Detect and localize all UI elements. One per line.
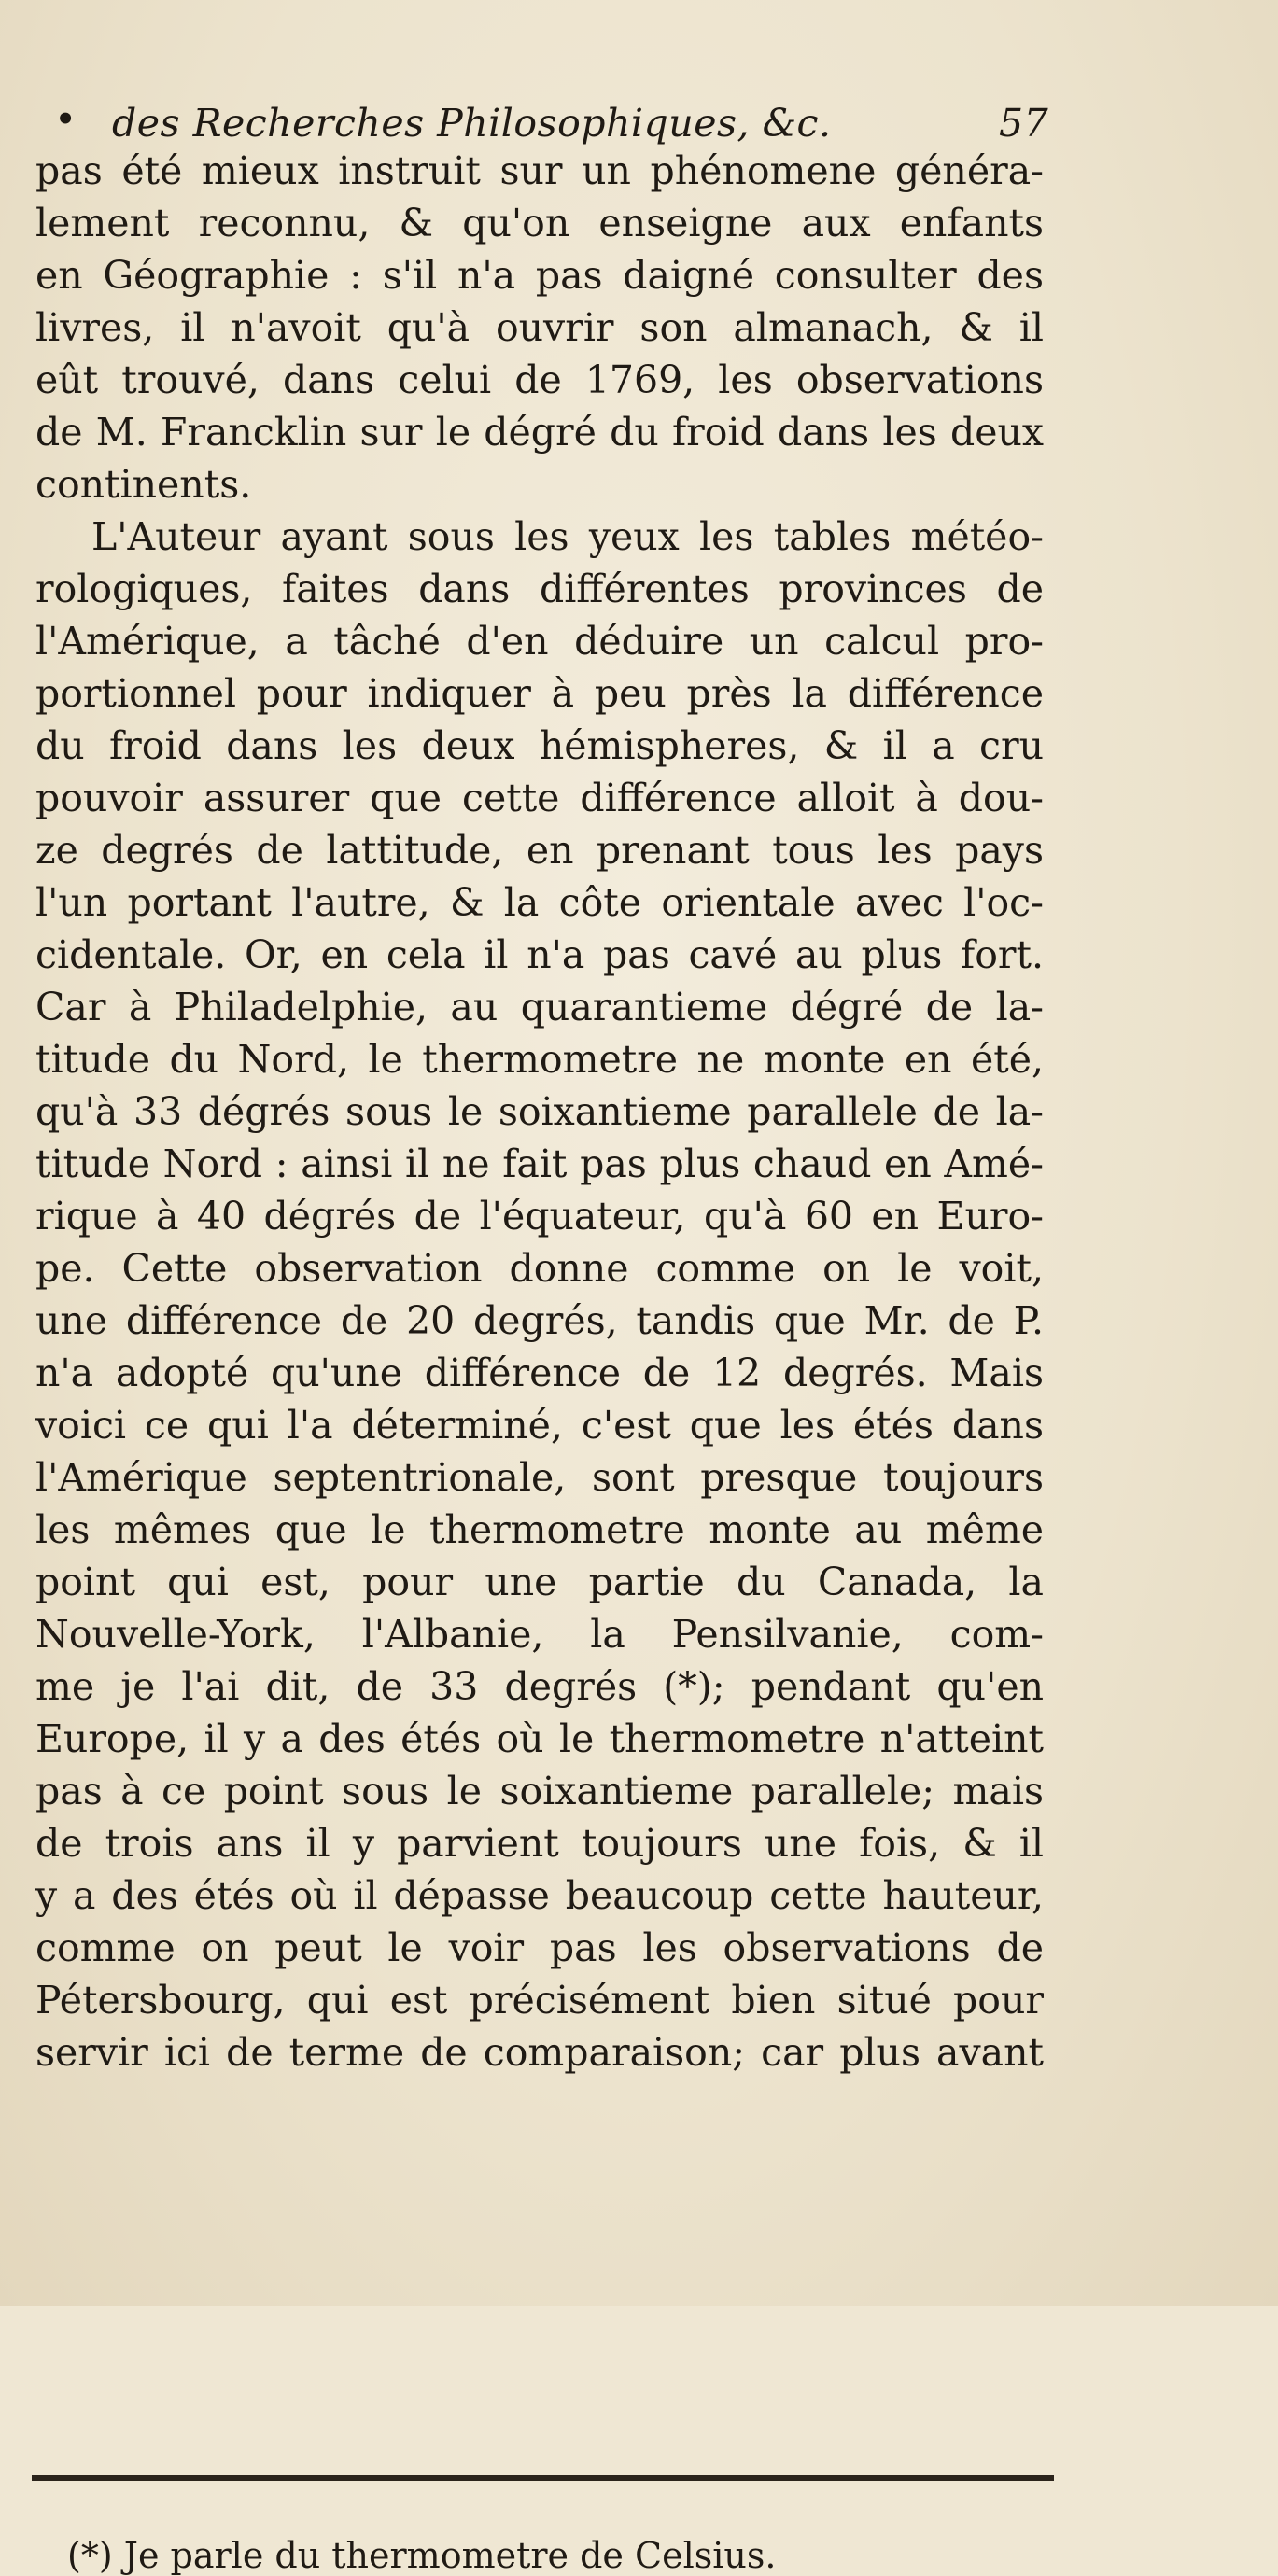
text-line: portionnel pour indiquer à peu près la différence (35, 671, 1044, 716)
text-line: y a des étés où il dépasse beaucoup cette hauteur, (35, 1873, 1044, 1918)
text-line: Nouvelle-York, l'Albanie, la Pensilvanie, com- (35, 1612, 1044, 1657)
text-line: point qui est, pour une partie du Canada, la (35, 1560, 1044, 1604)
text-line: titude Nord : ainsi il ne fait pas plus chaud en Amé- (35, 1141, 1044, 1186)
text-line: pas à ce point sous le soixantieme parallele; mais (35, 1769, 1044, 1813)
text-line: du froid dans les deux hémispheres, & il a cru (35, 723, 1044, 768)
text-line: qu'à 33 dégrés sous le soixantieme parallele de la- (35, 1089, 1044, 1134)
footnote-rule (32, 2475, 1054, 2481)
text-line: titude du Nord, le thermometre ne monte en été, (35, 1037, 1044, 1082)
text-line: servir ici de terme de comparaison; car plus avant (35, 2030, 1044, 2075)
text-line: pouvoir assurer que cette différence alloit à dou- (35, 776, 1044, 820)
text-line: de trois ans il y parvient toujours une fois, & il (35, 1821, 1044, 1866)
text-line: l'Amérique, a tâché d'en déduire un calcul pro- (35, 619, 1044, 664)
text-line: l'Amérique septentrionale, sont presque toujours (35, 1455, 1044, 1500)
page-number: 57 (999, 101, 1049, 146)
text-line: pas été mieux instruit sur un phénomene généra- (35, 148, 1044, 193)
text-line: en Géographie : s'il n'a pas daigné consulter des (35, 253, 1044, 298)
text-line: cidentale. Or, en cela il n'a pas cavé au plus fort. (35, 932, 1044, 977)
text-line: livres, il n'avoit qu'à ouvrir son almanach, & il (35, 305, 1044, 350)
text-line: comme on peut le voir pas les observations de (35, 1925, 1044, 1970)
text-line: l'un portant l'autre, & la côte orientale avec l'oc- (35, 880, 1044, 925)
text-line: Europe, il y a des étés où le thermometre n'atteint (35, 1716, 1044, 1761)
running-title: des Recherches Philosophiques, &c. (112, 101, 832, 146)
text-line: de M. Francklin sur le dégré du froid dans les deux (35, 410, 1044, 455)
text-line: continents. (35, 462, 252, 507)
text-line: lement reconnu, & qu'on enseigne aux enfants (35, 201, 1044, 245)
text-line: eût trouvé, dans celui de 1769, les observations (35, 357, 1044, 402)
text-line: Car à Philadelphie, au quarantieme dégré de la- (35, 985, 1044, 1029)
text-line: rologiques, faites dans différentes provinces de (35, 567, 1044, 611)
header-mark: • (54, 97, 77, 142)
text-line: les mêmes que le thermometre monte au même (35, 1507, 1044, 1552)
text-line: me je l'ai dit, de 33 degrés (*); pendant qu'en (35, 1664, 1044, 1709)
text-line: ze degrés de lattitude, en prenant tous les pays (35, 828, 1044, 873)
text-line: L'Auteur ayant sous les yeux les tables météo- (91, 514, 1044, 559)
body-text (35, 145, 1044, 2079)
text-line: pe. Cette observation donne comme on le voit, (35, 1246, 1044, 1291)
text-line: Pétersbourg, qui est précisément bien situé pour (35, 1978, 1044, 2023)
text-line: n'a adopté qu'une différence de 12 degrés. Mais (35, 1351, 1044, 1395)
text-line: rique à 40 dégrés de l'équateur, qu'à 60 en Euro- (35, 1194, 1044, 1239)
text-line: voici ce qui l'a déterminé, c'est que les étés dans (35, 1403, 1044, 1448)
footnote: (*) Je parle du thermometre de Celsius. (67, 2535, 777, 2576)
text-line: une différence de 20 degrés, tandis que Mr. de P. (35, 1298, 1044, 1343)
